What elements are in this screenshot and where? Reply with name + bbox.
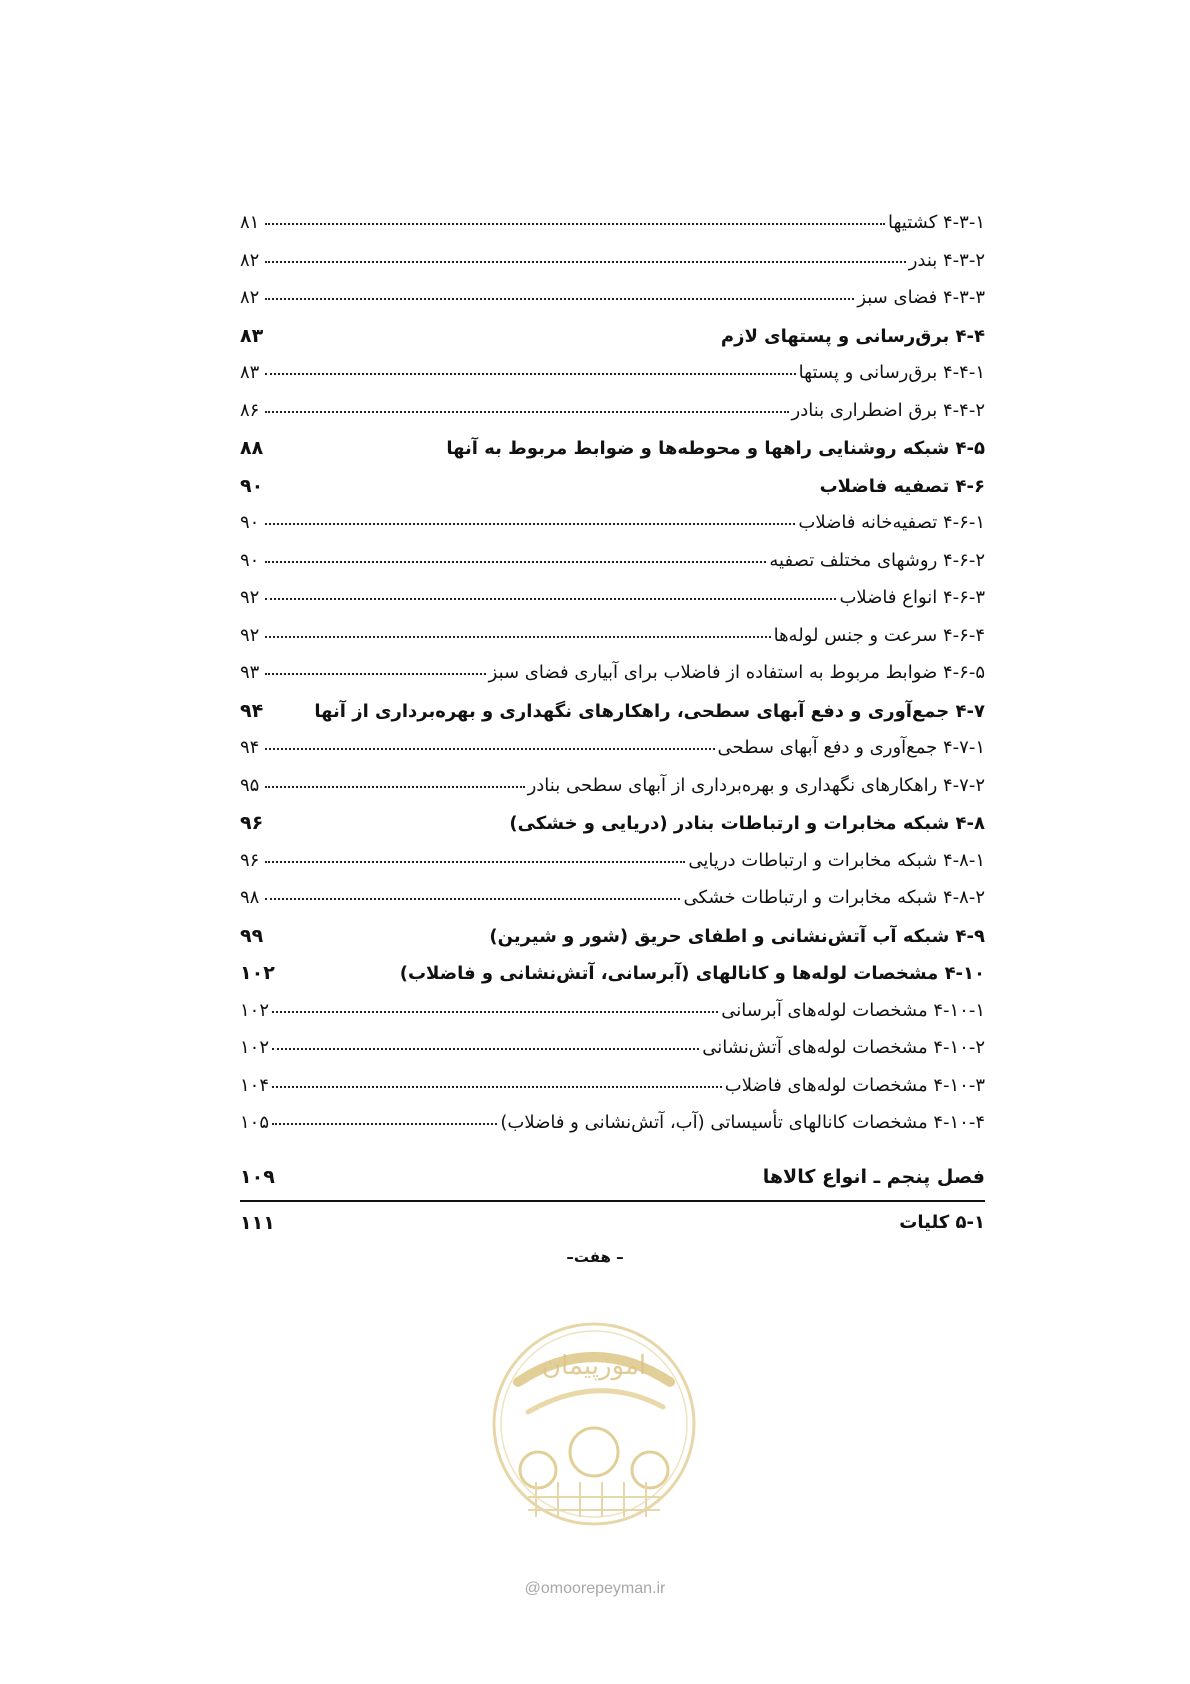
toc-page-number: ۱۰۵ <box>240 1112 270 1133</box>
toc-row <box>240 700 985 738</box>
toc-page-number: ۸۱ <box>240 212 260 233</box>
toc-entry-title: فصل پنجم ـ انواع کالاها <box>762 1165 985 1188</box>
toc-entry-title: ۴-۷ جمع‌آوری و دفع آبهای سطحی، راهکارهای نگهداری و بهره‌برداری از آنها <box>314 700 985 722</box>
page-number-footer: – هفت– <box>566 1248 624 1266</box>
toc-page-number: ۱۱۱ <box>240 1211 275 1234</box>
toc-leader-dots <box>272 1123 497 1125</box>
toc-leader-dots <box>265 223 885 225</box>
toc-row <box>240 1154 985 1202</box>
toc-entry-title: ۴-۵ شبکه روشنایی راهها و محوطه‌ها و ضوابط مربوط به آنها <box>446 438 985 459</box>
toc-leader-dots <box>265 861 685 863</box>
toc-leader-dots <box>272 1048 699 1050</box>
toc-page-number: ۹۳ <box>240 662 260 683</box>
toc-row <box>240 1000 985 1038</box>
toc-leader-dots <box>265 261 906 263</box>
toc-page-number: ۹۰ <box>240 474 264 497</box>
toc-entry-title: ۴-۴-۲ برق اضطراری بنادر <box>791 399 985 421</box>
toc-entry-title: ۴-۹ شبکه آب آتش‌نشانی و اطفای حریق (شور و شیرین) <box>489 925 985 947</box>
toc-leader-dots <box>272 1011 718 1013</box>
toc-entry-title: ۴-۱۰-۴ مشخصات کانالهای تأسیساتی (آب، آتش‌نشانی و فاضلاب) <box>500 1112 985 1133</box>
toc-entry-title: ۴-۴-۱ برق‌رسانی و پستها <box>798 362 985 383</box>
toc-row <box>240 1112 985 1150</box>
toc-leader-dots <box>265 898 680 900</box>
toc-page-number: ۹۶ <box>240 812 264 834</box>
toc-page-number: ۹۲ <box>240 624 260 646</box>
toc-page-number: ۹۵ <box>240 774 260 796</box>
toc-entry-title: ۵-۱ کلیات <box>899 1212 985 1233</box>
toc-row <box>240 812 985 850</box>
toc-row <box>240 550 985 588</box>
toc-row <box>240 212 985 250</box>
toc-entry-title: ۴-۷-۱ جمع‌آوری و دفع آبهای سطحی <box>717 737 985 758</box>
toc-entry-title: ۴-۳-۳ فضای سبز <box>857 287 985 308</box>
toc-entry-title: ۴-۳-۲ بندر <box>908 249 985 271</box>
toc-page-number: ۸۸ <box>240 437 264 459</box>
toc-entry-title: ۴-۱۰ مشخصات لوله‌ها و کانالهای (آبرسانی، آتش‌نشانی و فاضلاب) <box>399 963 985 984</box>
toc-page-number: ۹۰ <box>240 512 260 533</box>
toc-page-number: ۹۸ <box>240 887 260 908</box>
toc-page-number: ۹۹ <box>240 924 264 947</box>
toc-leader-dots <box>265 298 854 300</box>
toc-entry-title: ۴-۸-۱ شبکه مخابرات و ارتباطات دریایی <box>688 849 985 871</box>
toc-row <box>240 962 985 1000</box>
toc-page-number: ۱۰۲ <box>240 999 270 1021</box>
toc-leader-dots <box>265 748 715 750</box>
toc-page-number: ۹۲ <box>240 587 260 608</box>
toc-row <box>240 400 985 438</box>
toc-leader-dots <box>272 1086 722 1088</box>
toc-entry-title: ۴-۶-۴ سرعت و جنس لوله‌ها <box>773 624 985 646</box>
toc-leader-dots <box>265 561 766 563</box>
toc-page-number: ۹۶ <box>240 849 260 871</box>
toc-entry-title: ۴-۷-۲ راهکارهای نگهداری و بهره‌برداری از آبهای سطحی بنادر <box>527 774 985 796</box>
toc-page-number: ۸۳ <box>240 324 264 347</box>
toc-row <box>240 362 985 400</box>
toc-leader-dots <box>265 373 796 375</box>
toc-row <box>240 625 985 663</box>
toc-row <box>240 1202 985 1244</box>
toc-page-number: ۸۲ <box>240 249 260 271</box>
toc-page-number: ۱۰۹ <box>240 1165 275 1188</box>
website-watermark: @omoorepeyman.ir <box>524 1580 666 1597</box>
toc-entry-title: ۴-۳-۱ کشتیها <box>888 212 985 233</box>
toc-entry-title: ۴-۶-۱ تصفیه‌خانه فاضلاب <box>798 512 985 533</box>
toc-entry-title: ۴-۶ تصفیه فاضلاب <box>819 475 985 497</box>
toc-entry-title: ۴-۱۰-۱ مشخصات لوله‌های آبرسانی <box>721 999 985 1021</box>
toc-leader-dots <box>265 523 795 525</box>
toc-page-number: ۱۰۲ <box>240 1037 270 1058</box>
toc-entry-title: ۴-۶-۲ روشهای مختلف تصفیه <box>769 549 985 571</box>
toc-row <box>240 887 985 925</box>
toc-row <box>240 850 985 888</box>
toc-row <box>240 662 985 700</box>
toc-row <box>240 475 985 513</box>
toc-entry-title: ۴-۸-۲ شبکه مخابرات و ارتباطات خشکی <box>683 887 985 908</box>
toc-row <box>240 775 985 813</box>
toc-row <box>240 512 985 550</box>
toc-entry-title: ۴-۴ برق‌رسانی و پستهای لازم <box>720 325 985 347</box>
toc-leader-dots <box>265 598 836 600</box>
watermark-seal-logo <box>488 1312 700 1570</box>
toc-page-number: ۹۴ <box>240 699 264 722</box>
seal-logo-lettering: امورپیمان <box>541 1351 647 1381</box>
toc-row <box>240 287 985 325</box>
toc-row <box>240 437 985 475</box>
table-of-contents <box>240 212 985 1244</box>
toc-leader-dots <box>265 411 789 413</box>
toc-leader-dots <box>265 673 486 675</box>
toc-row <box>240 1075 985 1113</box>
toc-entry-title: ۴-۶-۳ انواع فاضلاب <box>839 587 985 608</box>
toc-row <box>240 737 985 775</box>
toc-entry-title: ۴-۶-۵ ضوابط مربوط به استفاده از فاضلاب برای آبیاری فضای سبز <box>488 662 985 683</box>
toc-leader-dots <box>265 786 525 788</box>
toc-page-number: ۹۰ <box>240 549 260 571</box>
toc-entry-title: ۴-۱۰-۳ مشخصات لوله‌های فاضلاب <box>724 1074 985 1096</box>
toc-page-number: ۱۰۴ <box>240 1074 270 1096</box>
toc-row <box>240 1037 985 1075</box>
toc-page-number: ۱۰۲ <box>240 962 275 984</box>
toc-row <box>240 587 985 625</box>
toc-page-number: ۹۴ <box>240 737 260 758</box>
toc-page-number: ۸۳ <box>240 362 260 383</box>
toc-row <box>240 250 985 288</box>
toc-leader-dots <box>265 636 771 638</box>
toc-entry-title: ۴-۸ شبکه مخابرات و ارتباطات بنادر (دریایی و خشکی) <box>509 813 985 834</box>
toc-row <box>240 325 985 363</box>
toc-row <box>240 925 985 963</box>
toc-page-number: ۸۶ <box>240 399 260 421</box>
toc-entry-title: ۴-۱۰-۲ مشخصات لوله‌های آتش‌نشانی <box>702 1037 985 1058</box>
toc-page-number: ۸۲ <box>240 287 260 308</box>
